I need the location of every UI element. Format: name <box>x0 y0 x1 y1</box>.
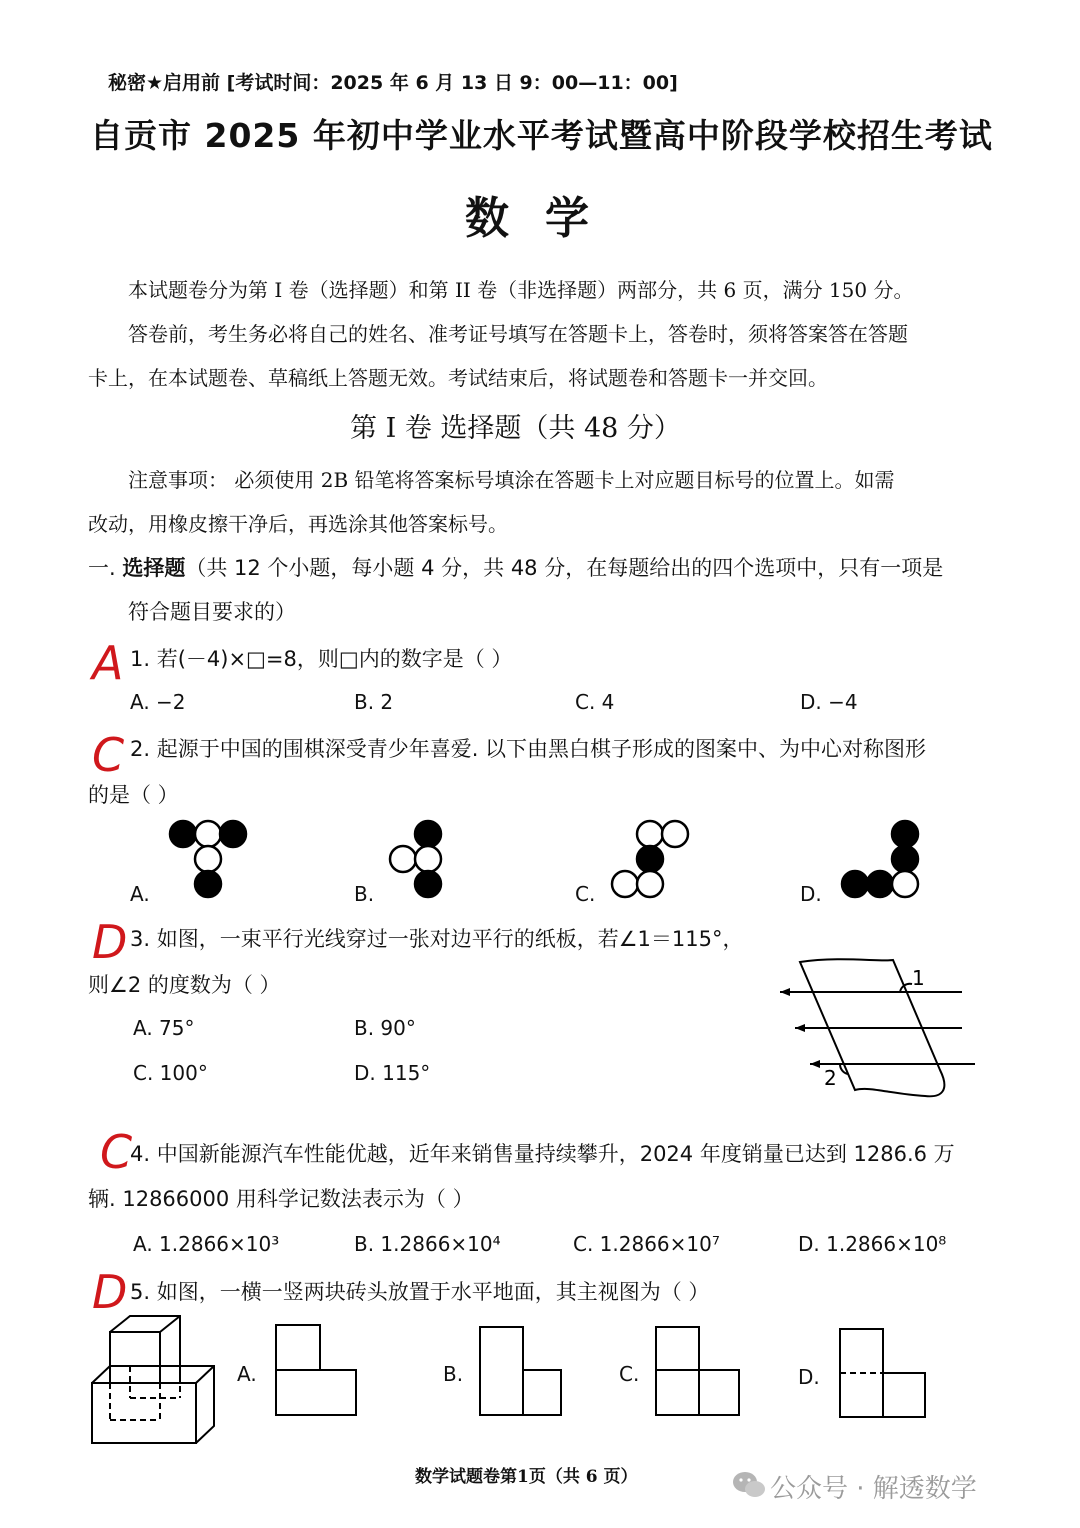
view-c <box>656 1327 699 1370</box>
q5-option-d: D. <box>798 1365 820 1389</box>
q4-option-a: A. 1.2866×10³ <box>133 1232 280 1256</box>
group-number: 一. <box>88 556 123 580</box>
intro-paragraph-3: 卡上，在本试题卷、草稿纸上答题无效。考试结束后，将试题卷和答题卡一并交回。 <box>88 366 828 390</box>
q2-option-d: D. <box>800 882 822 906</box>
question-2-text: 2. 起源于中国的围棋深受青少年喜爱. 以下由黑白棋子形成的图案中、为中心对称图形 <box>130 737 927 761</box>
q2-option-c: C. <box>575 882 596 906</box>
question-2-text-line2: 的是（ ） <box>88 783 179 807</box>
exam-title: 自贡市 2025 年初中学业水平考试暨高中阶段学校招生考试 <box>90 116 993 155</box>
q5-option-a: A. <box>237 1362 257 1386</box>
wechat-icon <box>732 1470 766 1500</box>
secret-header: 秘密★启用前 [考试时间：2025 年 6 月 13 日 9：00—11：00] <box>108 72 678 94</box>
question-4-text-line2: 辆. 12866000 用科学记数法表示为（ ） <box>88 1187 474 1211</box>
question-5-text: 5. 如图，一横一竖两块砖头放置于水平地面，其主视图为（ ） <box>130 1280 710 1304</box>
answer-mark-q5: D <box>92 1265 128 1319</box>
question-1-text: 1. 若(－4)×□=8，则□内的数字是（ ） <box>130 647 513 671</box>
notice-line-2: 改动，用橡皮擦干净后，再选涂其他答案标号。 <box>88 512 508 536</box>
angle-2-label: 2 <box>824 1066 837 1090</box>
group-type: 选择题 <box>122 556 186 580</box>
q4-option-d: D. 1.2866×10⁸ <box>798 1232 947 1256</box>
question-3-text: 3. 如图，一束平行光线穿过一张对边平行的纸板，若∠1＝115°， <box>130 927 744 951</box>
watermark: 公众号 · 解透数学 <box>770 1474 977 1504</box>
answer-mark-q2: C <box>92 728 125 782</box>
answer-mark-q1: A <box>92 636 124 690</box>
intro-paragraph-2: 答卷前，考生务必将自己的姓名、准考证号填写在答题卡上，答卷时，须将答案答在答题 <box>128 322 908 346</box>
q3-option-b: B. 90° <box>354 1016 416 1040</box>
question-4-text: 4. 中国新能源汽车性能优越，近年来销售量持续攀升，2024 年度销量已达到 1286.6 万 <box>130 1142 955 1166</box>
q1-option-d: D. −4 <box>800 690 858 714</box>
notice-line-1: 注意事项： 必须使用 2B 铅笔将答案标号填涂在答题卡上对应题目标号的位置上。如需 <box>128 468 895 492</box>
q2-option-a: A. <box>130 882 150 906</box>
page-footer: 数学试题卷第1页（共 6 页） <box>415 1467 638 1487</box>
view-b <box>480 1327 523 1415</box>
q3-option-c: C. 100° <box>133 1061 208 1085</box>
q4-option-c: C. 1.2866×10⁷ <box>573 1232 720 1256</box>
group-instructions: （共 12 个小题，每小题 4 分，共 48 分，在每题给出的四个选项中，只有一项是 <box>185 556 944 580</box>
subject-title: 数学 <box>465 193 625 244</box>
intro-paragraph-1: 本试题卷分为第 I 卷（选择题）和第 II 卷（非选择题）两部分，共 6 页，满分 150 分。 <box>128 278 914 302</box>
angle-1-label: 1 <box>912 966 925 990</box>
q2-option-b: B. <box>354 882 375 906</box>
q5-option-c: C. <box>619 1362 640 1386</box>
section-title: 第 I 卷 选择题（共 48 分） <box>350 413 681 444</box>
q1-option-b: B. 2 <box>354 690 394 714</box>
q5-option-b: B. <box>443 1362 464 1386</box>
answer-mark-q4: C <box>100 1125 133 1179</box>
q3-option-a: A. 75° <box>133 1016 195 1040</box>
question-group-heading-line2: 符合题目要求的） <box>128 600 296 624</box>
answer-mark-q3: D <box>92 915 128 969</box>
q3-option-d: D. 115° <box>354 1061 431 1085</box>
q1-option-c: C. 4 <box>575 690 615 714</box>
question-3-text-line2: 则∠2 的度数为（ ） <box>88 973 281 997</box>
q4-option-b: B. 1.2866×10⁴ <box>354 1232 501 1256</box>
q1-option-a: A. −2 <box>130 690 186 714</box>
